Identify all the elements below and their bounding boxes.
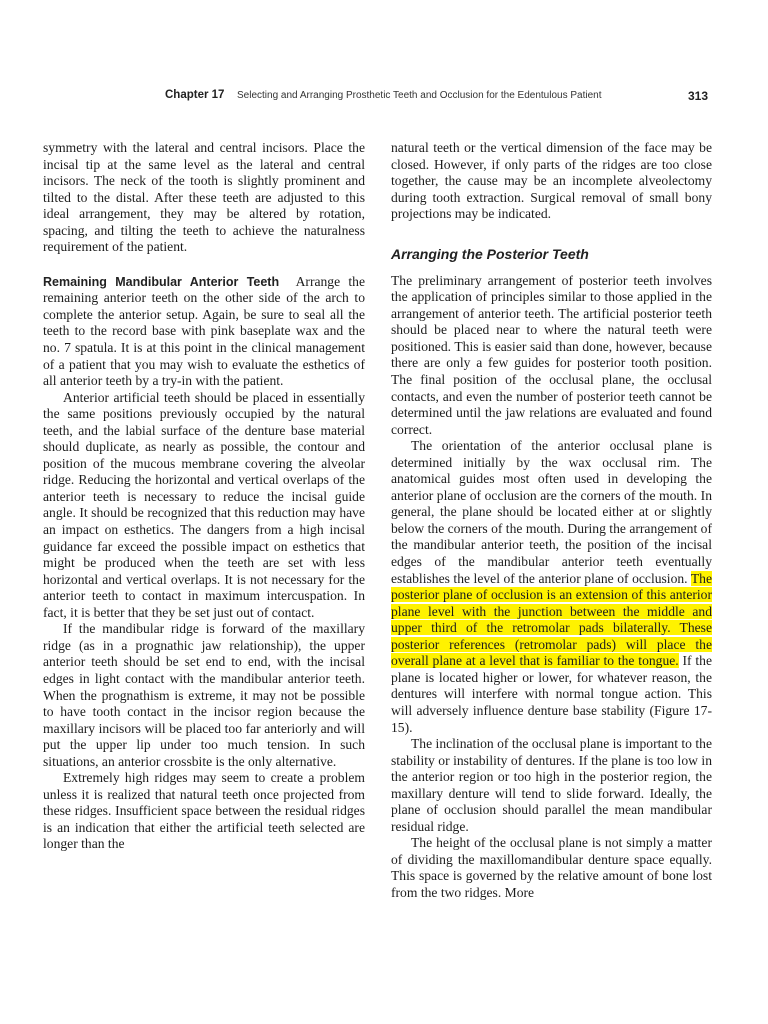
- text-run: If the plane is located higher or lower, for whatever reason, the dentures will interfere with normal tongue action. This will adversely influence denture base stability (Figure 17-15).: [391, 653, 712, 735]
- paragraph-highlighted: [391, 438, 712, 736]
- paragraph-continuation: natural teeth or the vertical dimension of the face may be closed. However, if only parts of the ridges are too close together, the cause may be an incomplete alveolectomy during tooth extraction. Surgical removal of small bony projections may be indicated.: [391, 140, 712, 222]
- page-number: 313: [688, 89, 709, 103]
- chapter-title: Selecting and Arranging Prosthetic Teeth and Occlusion for the Edentulous Patient: [237, 90, 602, 101]
- section-heading: Arranging the Posterior Teeth: [391, 245, 589, 262]
- paragraph: The preliminary arrangement of posterior teeth involves the application of principles similar to those applied in the arrangement of anterior teeth. The artificial posterior teeth should be placed near to where the natural teeth were positioned. This is easier said than done, however, because there are only a few guides for posterior tooth position. The final position of the occlusal plane, the occlusal contacts, and even the number of posterior teeth cannot be determined until the jaw relations are evaluated and found correct.: [391, 272, 712, 437]
- paragraph-continuation: symmetry with the lateral and central incisors. Place the incisal tip at the same level as the lateral and central incisors. The neck of the tooth is slightly prominent and tilted to the distal. After these teeth are adjusted to this ideal arrangement, they may be altered by rotation, spacing, and tilting the teeth to achieve the naturalness requirement of the patient.: [43, 140, 365, 255]
- highlighted-text[interactable]: The posterior plane of occlusion is an extension of this anterior plane level with the junction between the middle and upper third of the retromolar pads bilaterally. These posterior references (retromolar pads) will place the overall plane at a level that is familiar to the tongue.: [391, 570, 712, 669]
- paragraph-remaining-mandibular: [43, 274, 365, 390]
- paragraph: The inclination of the occlusal plane is important to the stability or instability of dentures. If the plane is too low in the anterior region or too high in the posterior region, the maxillary denture will tend to slide forward. Ideally, the plane of occlusion should parallel the mean mandibular residual ridge.: [391, 736, 712, 834]
- paragraph-text: Arrange the remaining anterior teeth on the other side of the arch to complete the anterior setup. Again, be sure to seal all the teeth to the record base with pink baseplate wax and the no. 7 spatula. It is at this point in the clinical management of a patient that you may wish to evaluate the esthetics of all anterior teeth by a try-in with the patient.: [43, 273, 365, 389]
- left-column: [43, 140, 365, 853]
- paragraph: If the mandibular ridge is forward of the maxillary ridge (as in a prognathic jaw relationship), the upper anterior teeth should be set end to end, with the incisal edges in light contact with the mandibular anterior teeth. When the prognathism is extreme, it may not be possible to have tooth contact in the incisor region because the maxillary incisors will be placed too far anteriorly and will put the upper lip under too much tension. In such situations, an anterior crossbite is the only alternative.: [43, 621, 365, 769]
- run-in-heading: Remaining Mandibular Anterior Teeth: [43, 274, 280, 289]
- running-header: [0, 89, 768, 107]
- right-column: [391, 140, 712, 902]
- text-run: The orientation of the anterior occlusal plane is determined initially by the wax occlusal rim. The anatomical guides most often used in developing the anterior plane of occlusion are the corners of the mouth. In general, the plane should be located either at or slightly below the corners of the mouth. During the arrangement of the mandibular anterior teeth, the position of the incisal edges of the mandibular anterior teeth eventually establishes the level of the anterior plane of occlusion.: [391, 438, 712, 586]
- paragraph: Extremely high ridges may seem to create a problem unless it is realized that natural teeth once projected from these ridges. Insufficient space between the residual ridges is an indication that either the artificial teeth selected are longer than the: [43, 770, 365, 852]
- paragraph: Anterior artificial teeth should be placed in essentially the same positions previously occupied by the natural teeth, and the labial surface of the denture base material should duplicate, as nearly as possible, the contour and position of the mucous membrane covering the alveolar ridge. Reducing the horizontal and vertical overlaps of the anterior teeth is necessary to reduce the incisal guide angle. It should be recognized that this reduction may have an impact on esthetics. The dangers from a high incisal guidance far exceed the possible impact on esthetics that might be produced when the teeth are set with less horizontal and vertical overlaps. It is not necessary for the anterior teeth to contact in maximum intercuspation. In fact, it is better that they be set just out of contact.: [43, 389, 365, 620]
- chapter-label: Chapter 17: [165, 89, 225, 101]
- paragraph: The height of the occlusal plane is not simply a matter of dividing the maxillomandibular denture space equally. This space is governed by the relative amount of bone lost from the two ridges. More: [391, 835, 712, 900]
